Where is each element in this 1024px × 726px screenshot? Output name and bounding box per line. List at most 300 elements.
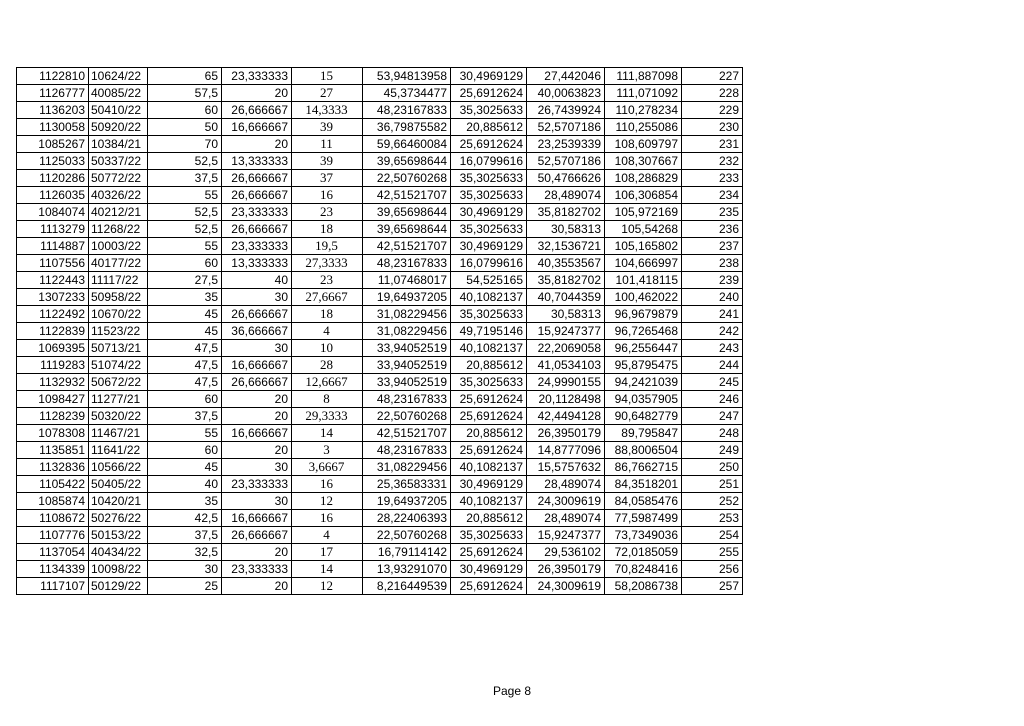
total-score-cell: 95,8795475 [605, 357, 682, 374]
score-a-cell: 33,94052519 [363, 374, 451, 391]
rank-cell: 252 [682, 493, 743, 510]
value-c-cell: 15 [292, 68, 363, 85]
value-b-cell: 13,333333 [222, 153, 292, 170]
reference-cell: 40434/22 [89, 544, 148, 561]
score-b-cell: 25,6912624 [451, 408, 527, 425]
score-a-cell: 19,64937205 [363, 289, 451, 306]
score-c-cell: 30,58313 [527, 306, 605, 323]
score-a-cell: 8,216449539 [363, 578, 451, 595]
total-score-cell: 77,5987499 [605, 510, 682, 527]
rank-cell: 228 [682, 85, 743, 102]
total-score-cell: 104,666997 [605, 255, 682, 272]
total-score-cell: 111,887098 [605, 68, 682, 85]
reference-cell: 50337/22 [89, 153, 148, 170]
score-a-cell: 33,94052519 [363, 340, 451, 357]
score-c-cell: 35,8182702 [527, 204, 605, 221]
table-row [17, 187, 743, 204]
value-c-cell: 29,3333 [292, 408, 363, 425]
value-a-cell: 45 [148, 459, 222, 476]
reference-cell: 50320/22 [89, 408, 148, 425]
reference-cell: 11117/22 [89, 272, 148, 289]
score-a-cell: 39,65698644 [363, 204, 451, 221]
id-cell: 1085267 [17, 136, 89, 153]
score-a-cell: 22,50760268 [363, 527, 451, 544]
value-a-cell: 47,5 [148, 357, 222, 374]
total-score-cell: 108,609797 [605, 136, 682, 153]
value-a-cell: 55 [148, 238, 222, 255]
results-table [16, 67, 743, 595]
total-score-cell: 105,972169 [605, 204, 682, 221]
total-score-cell: 90,6482779 [605, 408, 682, 425]
value-a-cell: 35 [148, 289, 222, 306]
table-row [17, 238, 743, 255]
table-row [17, 425, 743, 442]
score-b-cell: 35,3025633 [451, 102, 527, 119]
value-b-cell: 40 [222, 272, 292, 289]
value-a-cell: 37,5 [148, 408, 222, 425]
reference-cell: 50276/22 [89, 510, 148, 527]
score-b-cell: 25,6912624 [451, 391, 527, 408]
value-a-cell: 60 [148, 442, 222, 459]
reference-cell: 50405/22 [89, 476, 148, 493]
score-c-cell: 14,8777096 [527, 442, 605, 459]
score-c-cell: 35,8182702 [527, 272, 605, 289]
table-row [17, 102, 743, 119]
value-b-cell: 23,333333 [222, 238, 292, 255]
score-c-cell: 41,0534103 [527, 357, 605, 374]
score-a-cell: 36,79875582 [363, 119, 451, 136]
score-c-cell: 15,9247377 [527, 323, 605, 340]
id-cell: 1084074 [17, 204, 89, 221]
value-c-cell: 16 [292, 510, 363, 527]
score-a-cell: 19,64937205 [363, 493, 451, 510]
total-score-cell: 84,0585476 [605, 493, 682, 510]
value-b-cell: 26,666667 [222, 374, 292, 391]
total-score-cell: 72,0185059 [605, 544, 682, 561]
score-b-cell: 35,3025633 [451, 221, 527, 238]
rank-cell: 234 [682, 187, 743, 204]
reference-cell: 40177/22 [89, 255, 148, 272]
total-score-cell: 110,255086 [605, 119, 682, 136]
id-cell: 1078308 [17, 425, 89, 442]
value-c-cell: 3 [292, 442, 363, 459]
value-b-cell: 23,333333 [222, 476, 292, 493]
value-a-cell: 45 [148, 306, 222, 323]
id-cell: 1107556 [17, 255, 89, 272]
id-cell: 1122492 [17, 306, 89, 323]
reference-cell: 11268/22 [89, 221, 148, 238]
value-b-cell: 26,666667 [222, 187, 292, 204]
score-b-cell: 25,6912624 [451, 544, 527, 561]
value-b-cell: 26,666667 [222, 102, 292, 119]
id-cell: 1105422 [17, 476, 89, 493]
value-b-cell: 20 [222, 578, 292, 595]
id-cell: 1132932 [17, 374, 89, 391]
id-cell: 1134339 [17, 561, 89, 578]
table-row [17, 255, 743, 272]
table-row [17, 493, 743, 510]
value-b-cell: 16,666667 [222, 425, 292, 442]
value-a-cell: 50 [148, 119, 222, 136]
score-c-cell: 20,1128498 [527, 391, 605, 408]
score-b-cell: 16,0799616 [451, 153, 527, 170]
rank-cell: 248 [682, 425, 743, 442]
value-c-cell: 11 [292, 136, 363, 153]
rank-cell: 245 [682, 374, 743, 391]
reference-cell: 10098/22 [89, 561, 148, 578]
total-score-cell: 89,795847 [605, 425, 682, 442]
page-number: Page 8 [492, 684, 532, 698]
reference-cell: 10566/22 [89, 459, 148, 476]
score-b-cell: 35,3025633 [451, 306, 527, 323]
rank-cell: 257 [682, 578, 743, 595]
reference-cell: 10420/21 [89, 493, 148, 510]
value-b-cell: 26,666667 [222, 527, 292, 544]
reference-cell: 51074/22 [89, 357, 148, 374]
total-score-cell: 84,3518201 [605, 476, 682, 493]
score-a-cell: 48,23167833 [363, 255, 451, 272]
score-a-cell: 33,94052519 [363, 357, 451, 374]
score-c-cell: 50,4766626 [527, 170, 605, 187]
score-a-cell: 48,23167833 [363, 391, 451, 408]
rank-cell: 237 [682, 238, 743, 255]
score-c-cell: 23,2539339 [527, 136, 605, 153]
table-row [17, 357, 743, 374]
score-c-cell: 22,2069058 [527, 340, 605, 357]
reference-cell: 50410/22 [89, 102, 148, 119]
score-b-cell: 35,3025633 [451, 170, 527, 187]
score-b-cell: 25,6912624 [451, 136, 527, 153]
value-a-cell: 57,5 [148, 85, 222, 102]
total-score-cell: 100,462022 [605, 289, 682, 306]
id-cell: 1098427 [17, 391, 89, 408]
id-cell: 1122810 [17, 68, 89, 85]
table-row [17, 323, 743, 340]
value-c-cell: 12 [292, 493, 363, 510]
reference-cell: 10384/21 [89, 136, 148, 153]
table-row [17, 170, 743, 187]
score-c-cell: 40,3553567 [527, 255, 605, 272]
score-a-cell: 48,23167833 [363, 102, 451, 119]
id-cell: 1132836 [17, 459, 89, 476]
score-a-cell: 22,50760268 [363, 408, 451, 425]
score-b-cell: 25,6912624 [451, 85, 527, 102]
id-cell: 1307233 [17, 289, 89, 306]
value-c-cell: 12 [292, 578, 363, 595]
value-c-cell: 27 [292, 85, 363, 102]
rank-cell: 247 [682, 408, 743, 425]
value-c-cell: 17 [292, 544, 363, 561]
score-c-cell: 28,489074 [527, 187, 605, 204]
table-row [17, 119, 743, 136]
score-b-cell: 25,6912624 [451, 442, 527, 459]
score-b-cell: 20,885612 [451, 119, 527, 136]
score-b-cell: 40,1082137 [451, 493, 527, 510]
score-a-cell: 42,51521707 [363, 187, 451, 204]
rank-cell: 240 [682, 289, 743, 306]
total-score-cell: 94,2421039 [605, 374, 682, 391]
value-a-cell: 70 [148, 136, 222, 153]
total-score-cell: 111,071092 [605, 85, 682, 102]
score-b-cell: 30,4969129 [451, 238, 527, 255]
table-row [17, 408, 743, 425]
value-a-cell: 27,5 [148, 272, 222, 289]
value-a-cell: 52,5 [148, 204, 222, 221]
score-a-cell: 31,08229456 [363, 459, 451, 476]
total-score-cell: 110,278234 [605, 102, 682, 119]
id-cell: 1120286 [17, 170, 89, 187]
table-row [17, 561, 743, 578]
table-row [17, 578, 743, 595]
table-body [17, 68, 743, 595]
score-c-cell: 52,5707186 [527, 119, 605, 136]
score-b-cell: 35,3025633 [451, 374, 527, 391]
id-cell: 1107776 [17, 527, 89, 544]
total-score-cell: 73,7349036 [605, 527, 682, 544]
value-c-cell: 39 [292, 153, 363, 170]
value-c-cell: 18 [292, 221, 363, 238]
value-c-cell: 16 [292, 476, 363, 493]
score-b-cell: 30,4969129 [451, 561, 527, 578]
rank-cell: 229 [682, 102, 743, 119]
value-b-cell: 26,666667 [222, 221, 292, 238]
table-row [17, 442, 743, 459]
value-c-cell: 12,6667 [292, 374, 363, 391]
table-row [17, 527, 743, 544]
score-c-cell: 52,5707186 [527, 153, 605, 170]
total-score-cell: 96,2556447 [605, 340, 682, 357]
rank-cell: 249 [682, 442, 743, 459]
value-a-cell: 30 [148, 561, 222, 578]
score-a-cell: 45,3734477 [363, 85, 451, 102]
value-b-cell: 20 [222, 391, 292, 408]
score-c-cell: 24,3009619 [527, 578, 605, 595]
value-b-cell: 30 [222, 459, 292, 476]
value-a-cell: 37,5 [148, 527, 222, 544]
score-c-cell: 26,3950179 [527, 425, 605, 442]
rank-cell: 256 [682, 561, 743, 578]
value-b-cell: 20 [222, 136, 292, 153]
reference-cell: 50153/22 [89, 527, 148, 544]
rank-cell: 246 [682, 391, 743, 408]
value-b-cell: 23,333333 [222, 204, 292, 221]
value-b-cell: 30 [222, 289, 292, 306]
value-b-cell: 16,666667 [222, 119, 292, 136]
total-score-cell: 86,7662715 [605, 459, 682, 476]
value-a-cell: 40 [148, 476, 222, 493]
value-b-cell: 23,333333 [222, 68, 292, 85]
value-c-cell: 27,3333 [292, 255, 363, 272]
reference-cell: 50920/22 [89, 119, 148, 136]
score-a-cell: 59,66460084 [363, 136, 451, 153]
score-b-cell: 25,6912624 [451, 578, 527, 595]
value-a-cell: 55 [148, 187, 222, 204]
value-b-cell: 23,333333 [222, 561, 292, 578]
reference-cell: 11523/22 [89, 323, 148, 340]
value-c-cell: 16 [292, 187, 363, 204]
total-score-cell: 101,418115 [605, 272, 682, 289]
score-b-cell: 35,3025633 [451, 187, 527, 204]
table-row [17, 136, 743, 153]
rank-cell: 254 [682, 527, 743, 544]
score-c-cell: 29,536102 [527, 544, 605, 561]
rank-cell: 233 [682, 170, 743, 187]
table-row [17, 204, 743, 221]
rank-cell: 253 [682, 510, 743, 527]
table-row [17, 459, 743, 476]
id-cell: 1119283 [17, 357, 89, 374]
score-c-cell: 15,9247377 [527, 527, 605, 544]
score-a-cell: 22,50760268 [363, 170, 451, 187]
value-b-cell: 16,666667 [222, 510, 292, 527]
table-row [17, 340, 743, 357]
value-a-cell: 37,5 [148, 170, 222, 187]
score-a-cell: 31,08229456 [363, 306, 451, 323]
value-b-cell: 20 [222, 408, 292, 425]
score-c-cell: 28,489074 [527, 476, 605, 493]
id-cell: 1126035 [17, 187, 89, 204]
score-c-cell: 26,7439924 [527, 102, 605, 119]
rank-cell: 241 [682, 306, 743, 323]
score-a-cell: 39,65698644 [363, 153, 451, 170]
id-cell: 1126777 [17, 85, 89, 102]
reference-cell: 11277/21 [89, 391, 148, 408]
value-a-cell: 60 [148, 102, 222, 119]
score-b-cell: 16,0799616 [451, 255, 527, 272]
total-score-cell: 108,307667 [605, 153, 682, 170]
total-score-cell: 94,0357905 [605, 391, 682, 408]
value-a-cell: 55 [148, 425, 222, 442]
total-score-cell: 96,7265468 [605, 323, 682, 340]
score-c-cell: 40,0063823 [527, 85, 605, 102]
value-b-cell: 20 [222, 85, 292, 102]
rank-cell: 227 [682, 68, 743, 85]
value-c-cell: 23 [292, 204, 363, 221]
table-row [17, 510, 743, 527]
rank-cell: 235 [682, 204, 743, 221]
reference-cell: 11641/22 [89, 442, 148, 459]
reference-cell: 50772/22 [89, 170, 148, 187]
id-cell: 1117107 [17, 578, 89, 595]
reference-cell: 10003/22 [89, 238, 148, 255]
value-c-cell: 37 [292, 170, 363, 187]
score-c-cell: 15,5757632 [527, 459, 605, 476]
value-b-cell: 13,333333 [222, 255, 292, 272]
value-b-cell: 20 [222, 544, 292, 561]
value-b-cell: 36,666667 [222, 323, 292, 340]
table-row [17, 68, 743, 85]
total-score-cell: 96,9679879 [605, 306, 682, 323]
value-c-cell: 39 [292, 119, 363, 136]
table-row [17, 374, 743, 391]
reference-cell: 40212/21 [89, 204, 148, 221]
score-a-cell: 16,79114142 [363, 544, 451, 561]
rank-cell: 231 [682, 136, 743, 153]
table-row [17, 221, 743, 238]
score-c-cell: 32,1536721 [527, 238, 605, 255]
value-a-cell: 35 [148, 493, 222, 510]
score-b-cell: 35,3025633 [451, 527, 527, 544]
score-b-cell: 20,885612 [451, 425, 527, 442]
value-a-cell: 60 [148, 255, 222, 272]
value-b-cell: 30 [222, 493, 292, 510]
reference-cell: 10624/22 [89, 68, 148, 85]
value-c-cell: 27,6667 [292, 289, 363, 306]
score-b-cell: 20,885612 [451, 357, 527, 374]
rank-cell: 255 [682, 544, 743, 561]
score-a-cell: 48,23167833 [363, 442, 451, 459]
value-a-cell: 42,5 [148, 510, 222, 527]
value-c-cell: 28 [292, 357, 363, 374]
table-row [17, 391, 743, 408]
value-c-cell: 10 [292, 340, 363, 357]
score-a-cell: 31,08229456 [363, 323, 451, 340]
value-a-cell: 32,5 [148, 544, 222, 561]
value-c-cell: 23 [292, 272, 363, 289]
value-c-cell: 19,5 [292, 238, 363, 255]
rank-cell: 243 [682, 340, 743, 357]
id-cell: 1085874 [17, 493, 89, 510]
id-cell: 1122839 [17, 323, 89, 340]
total-score-cell: 88,8006504 [605, 442, 682, 459]
rank-cell: 238 [682, 255, 743, 272]
score-c-cell: 26,3950179 [527, 561, 605, 578]
score-b-cell: 54,525165 [451, 272, 527, 289]
value-b-cell: 26,666667 [222, 306, 292, 323]
rank-cell: 230 [682, 119, 743, 136]
value-c-cell: 18 [292, 306, 363, 323]
score-b-cell: 49,7195146 [451, 323, 527, 340]
score-a-cell: 53,94813958 [363, 68, 451, 85]
score-a-cell: 42,51521707 [363, 238, 451, 255]
score-a-cell: 11,07468017 [363, 272, 451, 289]
table-row [17, 476, 743, 493]
reference-cell: 10670/22 [89, 306, 148, 323]
value-b-cell: 26,666667 [222, 170, 292, 187]
id-cell: 1069395 [17, 340, 89, 357]
total-score-cell: 105,54268 [605, 221, 682, 238]
value-a-cell: 65 [148, 68, 222, 85]
value-c-cell: 14,3333 [292, 102, 363, 119]
reference-cell: 50958/22 [89, 289, 148, 306]
value-a-cell: 47,5 [148, 340, 222, 357]
reference-cell: 40085/22 [89, 85, 148, 102]
id-cell: 1113279 [17, 221, 89, 238]
id-cell: 1108672 [17, 510, 89, 527]
score-a-cell: 28,22406393 [363, 510, 451, 527]
id-cell: 1122443 [17, 272, 89, 289]
value-a-cell: 45 [148, 323, 222, 340]
reference-cell: 11467/21 [89, 425, 148, 442]
score-a-cell: 13,93291070 [363, 561, 451, 578]
rank-cell: 239 [682, 272, 743, 289]
reference-cell: 50713/21 [89, 340, 148, 357]
rank-cell: 232 [682, 153, 743, 170]
value-c-cell: 14 [292, 425, 363, 442]
score-c-cell: 24,3009619 [527, 493, 605, 510]
score-b-cell: 30,4969129 [451, 68, 527, 85]
id-cell: 1114887 [17, 238, 89, 255]
reference-cell: 50672/22 [89, 374, 148, 391]
score-a-cell: 25,36583331 [363, 476, 451, 493]
value-c-cell: 14 [292, 561, 363, 578]
value-a-cell: 25 [148, 578, 222, 595]
total-score-cell: 58,2086738 [605, 578, 682, 595]
total-score-cell: 106,306854 [605, 187, 682, 204]
reference-cell: 40326/22 [89, 187, 148, 204]
value-c-cell: 3,6667 [292, 459, 363, 476]
rank-cell: 244 [682, 357, 743, 374]
